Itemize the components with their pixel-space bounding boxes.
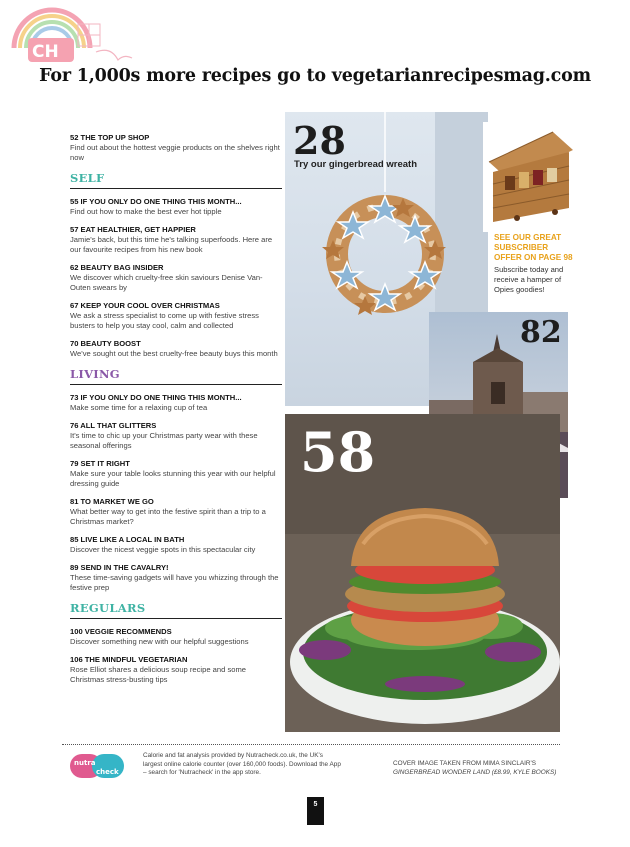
entry-title: 57 EAT HEALTHIER, GET HAPPIER: [70, 225, 196, 234]
cover-credit-prefix: COVER IMAGE TAKEN FROM MIMA SINCLAIR'S: [393, 760, 537, 767]
contents-entry[interactable]: [70, 421, 282, 451]
cover-credit: [393, 760, 563, 777]
entry-title: 85 LIVE LIKE A LOCAL IN BATH: [70, 535, 185, 544]
feature-page-number-58: 58: [300, 420, 376, 484]
contents-entry[interactable]: [70, 459, 282, 489]
contents-entry[interactable]: [70, 497, 282, 527]
entry-title: 62 BEAUTY BAG INSIDER: [70, 263, 164, 272]
contents-entry[interactable]: [70, 225, 282, 255]
contents-entry[interactable]: [70, 627, 282, 647]
entry-title: 89 SEND IN THE CAVALRY!: [70, 563, 169, 572]
contents-entry[interactable]: [70, 301, 282, 331]
svg-text:CH: CH: [32, 42, 59, 62]
nutracheck-logo-check: check: [96, 768, 119, 776]
wreath-caption: Try our gingerbread wreath: [294, 159, 417, 170]
entry-title: 55 IF YOU ONLY DO ONE THING THIS MONTH...: [70, 197, 242, 206]
entry-title: 70 BEAUTY BOOST: [70, 339, 141, 348]
contents-entry[interactable]: [70, 655, 282, 685]
entry-description: Find out how to make the best ever hot tipple: [70, 207, 222, 216]
offer-body: Subscribe today and receive a hamper of Opies goodies!: [494, 265, 564, 294]
entry-title: 67 KEEP YOUR COOL OVER CHRISTMAS: [70, 301, 220, 310]
entry-description: What better way to get into the festive spirit than a trip to a Christmas market?: [70, 507, 266, 526]
cover-credit-book: GINGERBREAD WONDER LAND (£8.99, KYLE BOOKS): [393, 768, 557, 776]
entry-description: Discover the nicest veggie spots in this spectacular city: [70, 545, 256, 554]
subscriber-offer[interactable]: [494, 233, 576, 295]
contents-list: [70, 133, 282, 693]
entry-description: Make sure your table looks stunning this year with our helpful dressing guide: [70, 469, 276, 488]
section-heading-regulars: REGULARS: [70, 601, 282, 619]
page-number: 5: [307, 797, 324, 825]
entry-description: We discover which cruelty-free skin saviours Denise Van-Outen swears by: [70, 273, 263, 292]
nutracheck-logo-nutra: nutra: [74, 759, 96, 767]
hamper-icon: [483, 122, 579, 232]
entry-description: These time-saving gadgets will have you whizzing through the festive prep: [70, 573, 279, 592]
entry-description: We ask a stress specialist to come up with festive stress busters to help you stay cool, calm and collected: [70, 311, 259, 330]
contents-entry[interactable]: [70, 133, 282, 163]
contents-entry[interactable]: [70, 197, 282, 217]
entry-description: Make some time for a relaxing cup of tea: [70, 403, 208, 412]
entry-description: Jamie's back, but this time he's talking superfoods. Here are our favourite recipes from his new book: [70, 235, 273, 254]
entry-title: 100 VEGGIE RECOMMENDS: [70, 627, 172, 636]
contents-entry[interactable]: [70, 339, 282, 359]
section-heading-self: SELF: [70, 171, 282, 189]
entry-title: 52 THE TOP UP SHOP: [70, 133, 150, 142]
entry-description: Discover something new with our helpful suggestions: [70, 637, 249, 646]
entry-description: Rose Elliot shares a delicious soup recipe and some Christmas stress-busting tips: [70, 665, 247, 684]
nutracheck-logo: [70, 752, 124, 780]
entry-description: It's time to chic up your Christmas party wear with these seasonal offerings: [70, 431, 258, 450]
feature-page-number-82: 82: [520, 315, 562, 350]
watermark-logo: [6, 4, 136, 68]
entry-title: 73 IF YOU ONLY DO ONE THING THIS MONTH...: [70, 393, 242, 402]
entry-description: Find out about the hottest veggie products on the shelves right now: [70, 143, 280, 162]
entry-title: 81 TO MARKET WE GO: [70, 497, 154, 506]
contents-entry[interactable]: [70, 535, 282, 555]
footer-divider: [62, 744, 560, 745]
section-heading-living: LIVING: [70, 367, 282, 385]
feature-page-number-28: 28: [293, 118, 346, 163]
contents-entry[interactable]: [70, 263, 282, 293]
contents-entry[interactable]: [70, 393, 282, 413]
contents-entry[interactable]: [70, 563, 282, 593]
page-headline: For 1,000s more recipes go to vegetarianrecipesmag.com: [39, 66, 591, 86]
offer-title: SEE OUR GREAT SUBSCRIBER OFFER ON PAGE 98: [494, 233, 573, 262]
entry-title: 79 SET IT RIGHT: [70, 459, 130, 468]
entry-description: We've sought out the best cruelty-free beauty buys this month: [70, 349, 278, 358]
entry-title: 106 THE MINDFUL VEGETARIAN: [70, 655, 188, 664]
entry-title: 76 ALL THAT GLITTERS: [70, 421, 157, 430]
nutrition-credit: Calorie and fat analysis provided by Nutracheck.co.uk, the UK's largest online calorie counter (over 160,000 foods). Download the App – search for 'Nutracheck' in the app store.: [143, 752, 341, 776]
